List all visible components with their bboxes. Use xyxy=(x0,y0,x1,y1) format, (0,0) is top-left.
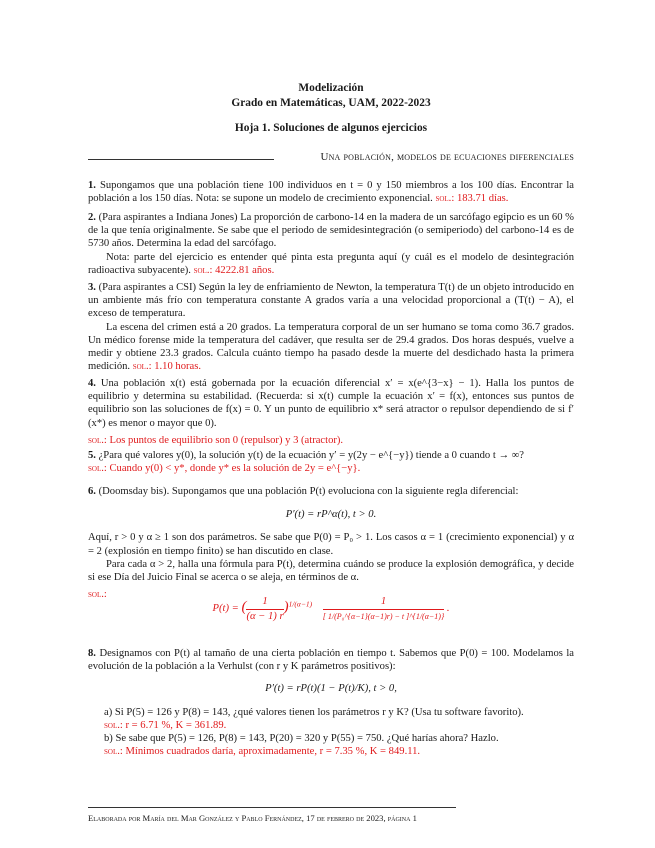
ex4-num: 4. xyxy=(88,378,96,389)
footer-text: Elaborada por María del Mar González y Pablo Fernández, 17 de febrero de 2023, página 1 xyxy=(88,813,417,823)
ex1-sol-label: sol.: xyxy=(435,193,455,205)
ex6-text3: Para cada α > 2, halla una fórmula para P(t), determina cuándo se produce la explosión demográfica, y decide si ese Día del Juicio Final se acerca o se aleja, en términos de α. xyxy=(88,558,574,584)
ex6-sol-formula: P(t) = ( $\frac{1}{(\alpha - 1) r}$ )$^{1/(\alpha-1)}$ $\frac{1}{\text{[ 1/(P₀\textasciicircum{}\{α−1\}(α−1)r) − t ]\textasciicircum{}\{1/(α−1)\}}}$ . xyxy=(212,596,450,622)
exercise-6 xyxy=(88,485,574,623)
ex8-b: b) Se sabe que P(5) = 126, P(8) = 143, P(20) = 320 y P(55) = 750. ¿Qué harías ahora? Hazlo. xyxy=(104,733,499,745)
ex1-sol: 183.71 días. xyxy=(456,193,509,205)
ex8-num: 8. xyxy=(88,648,96,659)
section-header xyxy=(88,151,574,167)
ex6-sol-frac2: $\frac{1}{\text{[ 1/(P₀\textasciicircum{}\{α−1\}(α−1)r) − t ]\textasciicircum{}\{1/(α−1)\}}}$ xyxy=(322,596,445,621)
exercise-8 xyxy=(88,647,574,758)
ex4-text: Una población x(t) está gobernada por la ecuación diferencial x′ = x(e^{3−x} − 1). Halla los puntos de equilibrio y determina su estabilidad. (Recuerda: si x(t) cumple la ecuación x′ = f(x), entonces sus puntos de equilibrio son las soluciones de f(x) = 0. Y un punto de equilibrio x* será atractor o repulsor dependiendo de si f′(x*) es menor o mayor que 0). xyxy=(88,378,574,429)
ex3-sol: 1.10 horas. xyxy=(154,361,202,373)
doc-sheet: Hoja 1. Soluciones de algunos ejercicios xyxy=(234,122,428,134)
doc-title: Modelización xyxy=(298,82,364,94)
ex8-text: Designamos con P(t) al tamaño de una cierta población en tiempo t. Sabemos que P(0) = 100. Modelamos la evolución de la población a la Verhulst (con r y K parámetros positivos): xyxy=(88,648,574,673)
ex6-text: (Doomsday bis). Supongamos que una población P(t) evoluciona con la siguiente regla diferencial: xyxy=(98,486,519,497)
exercise-4 xyxy=(88,377,574,447)
ex8-b-sol-label: sol.: xyxy=(104,746,123,758)
ex6-sol-lhs: P(t) = xyxy=(212,603,239,615)
doc-course: Grado en Matemáticas, UAM, 2022-2023 xyxy=(231,97,431,109)
exercise-5 xyxy=(88,449,574,475)
ex5-num: 5. xyxy=(88,450,96,461)
ex2-sol: 4222.81 años. xyxy=(215,264,275,276)
ex6-sol-exp: 1/(α−1) xyxy=(288,600,313,610)
ex1-text: Supongamos que una población tiene 100 individuos en t = 0 y 150 miembros a los 100 días. Encontrar la población a los 150 días. Nota: se supone un modelo de crecimiento exponencial. xyxy=(88,180,574,205)
ex2-text: (Para aspirantes a Indiana Jones) La proporción de carbono-14 en la madera de un sarcófago egipcio es un 60 % de la que tenía originalmente. Se sabe que el periodo de semidesintegración (o semiperiodo) del carbono-14 es de 5730 años. Determina la edad del sarcófago. xyxy=(88,212,574,250)
ex6-equation: P′(t) = rP^α(t), t > 0. xyxy=(285,509,377,521)
ex3-sol-label: sol.: xyxy=(132,361,152,373)
footer-rule xyxy=(88,807,456,808)
section-title: Una población, modelos de ecuaciones diferenciales xyxy=(320,151,574,163)
ex6-sol-label: sol.: xyxy=(88,589,107,601)
exercise-1 xyxy=(88,179,574,205)
ex8-equation: P′(t) = rP(t)(1 − P(t)/K), t > 0, xyxy=(265,683,397,695)
ex6-sol-frac1: $\frac{1}{(\alpha - 1) r}$ xyxy=(246,596,284,622)
ex3-num: 3. xyxy=(88,282,96,293)
ex4-sol-label: sol.: xyxy=(88,434,107,446)
ex8-a-sol: r = 6.71 %, K = 361.89. xyxy=(125,719,227,731)
exercise-2 xyxy=(88,211,574,277)
ex2-num: 2. xyxy=(88,212,96,223)
exercise-3 xyxy=(88,281,574,373)
ex8-b-sol: Mínimos cuadrados daría, aproximadamente, r = 7.35 %, K = 849.11. xyxy=(125,746,421,758)
ex2-note: Nota: parte del ejercicio es entender qué pinta esta pregunta aquí (y cuál es el modelo de desintegración radioactiva subyacente). xyxy=(88,251,574,276)
ex1-num: 1. xyxy=(88,180,96,191)
ex2-sol-label: sol.: xyxy=(193,264,213,276)
ex3-text2: La escena del crimen está a 20 grados. La temperatura corporal de un ser humano se toma como 36.7 grados. Un médico forense mide la temperatura del cadáver, que resulta ser de 29.4 grados. Dos horas después, vuelve a medir y obtiene 23.3 grados. Calcula cuánto tiempo ha pasado desde la muerte del desdichado hasta la primera medición. xyxy=(88,321,574,373)
ex5-sol-label: sol.: xyxy=(88,463,107,475)
ex8-a: a) Si P(5) = 126 y P(8) = 143, ¿qué valores tienen los parámetros r y K? (Usa tu software favorito). xyxy=(104,706,524,718)
ex5-sol: Cuando y(0) < y*, donde y* es la solución de 2y = e^{−y}. xyxy=(109,463,361,475)
ex8-a-sol-label: sol.: xyxy=(104,719,123,731)
ex3-text: (Para aspirantes a CSI) Según la ley de enfriamiento de Newton, la temperatura T(t) de un objeto introducido en un ambiente más frío con temperatura constante A grados varía a una velocidad proporcional a (T(t) − A), el exceso de temperatura. xyxy=(88,282,574,320)
ex6-text2: Aquí, r > 0 y α ≥ 1 son dos parámetros. Se sabe que P(0) = P₀ > 1. Los casos α = 1 (crecimiento exponencial) y α = 2 (explosión en tiempo finito) se han discutido en clase. xyxy=(88,532,574,557)
ex4-sol: Los puntos de equilibrio son 0 (repulsor) y 3 (atractor). xyxy=(109,434,344,446)
ex6-num: 6. xyxy=(88,486,96,497)
section-rule xyxy=(88,159,274,160)
ex5-text: ¿Para qué valores y(0), la solución y(t) de la ecuación y′ = y(2y − e^{−y}) tiende a 0 cuando t → ∞? xyxy=(98,450,524,461)
